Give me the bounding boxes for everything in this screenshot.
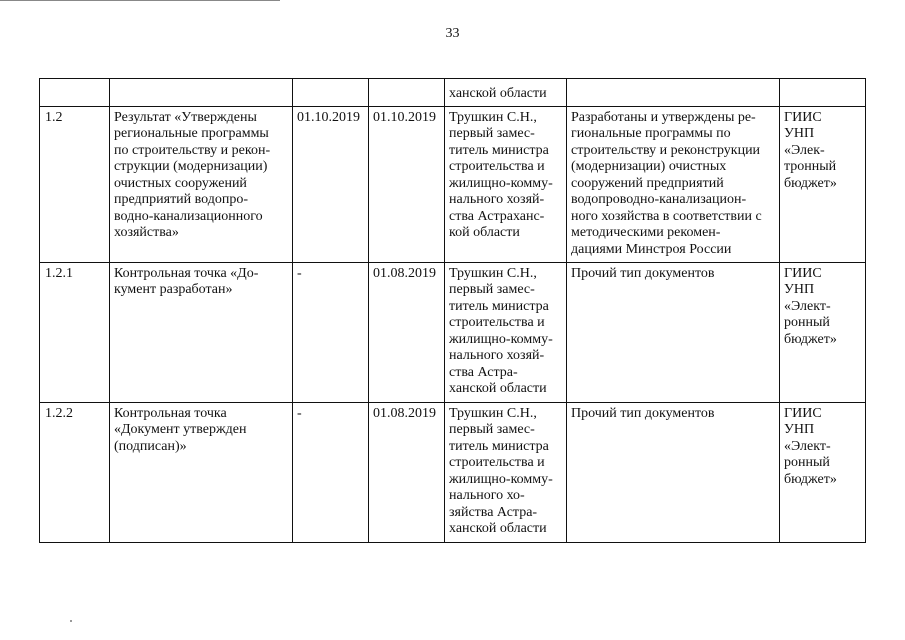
text-line: «Элект- [784, 438, 831, 454]
text-line: Результат «Утверждены [114, 109, 257, 125]
text-line: кумент разработан» [114, 282, 233, 297]
text-line: Прочий тип документов [571, 265, 715, 281]
text-line: УНП [784, 126, 815, 141]
table-row [40, 106, 866, 262]
cell-num: 1.2.2 [40, 402, 110, 542]
text-line: нального хозяй- [449, 348, 545, 363]
text-line: строительству и реконструкции [571, 142, 761, 158]
top-rule [0, 0, 280, 1]
cell-responsible [445, 106, 567, 262]
text-line: (подписан)» [114, 438, 187, 454]
cell-num: 1.2 [40, 106, 110, 262]
text-line: ного хозяйства в соответствии с [571, 208, 762, 224]
text-line: титель министра [449, 298, 549, 314]
table-row [40, 402, 866, 542]
cell-responsible [445, 262, 567, 402]
plan-table [39, 78, 866, 543]
text-line: Прочий тип документов [571, 405, 715, 421]
text-line: ГИИС [784, 405, 822, 421]
text-line: Трушкин С.Н., [449, 109, 537, 125]
text-line: ронный [784, 455, 830, 470]
cell-end [369, 79, 445, 107]
text-line: первый замес- [449, 422, 535, 437]
table-row-continuation [40, 79, 866, 107]
cell-end: 01.08.2019 [369, 262, 445, 402]
text-line: нального хозяй- [449, 192, 545, 207]
cell-start: 01.10.2019 [293, 106, 369, 262]
text-line: строительства и [449, 455, 545, 470]
cell-end: 01.08.2019 [369, 402, 445, 542]
text-line: хозяйства» [114, 225, 179, 240]
cell-result [567, 262, 780, 402]
text-line: региональные программы [114, 126, 269, 141]
text-line: титель министра [449, 438, 549, 454]
text-line: жилищно-комму- [449, 471, 553, 487]
cell-system [780, 106, 866, 262]
text-line: нального хо- [449, 488, 525, 503]
text-line: ства Астраханс- [449, 208, 545, 224]
text-line: Трушкин С.Н., [449, 265, 537, 281]
text-line: бюджет» [784, 331, 837, 347]
cell-num [40, 79, 110, 107]
text-line: бюджет» [784, 471, 837, 487]
text-line: Трушкин С.Н., [449, 405, 537, 421]
cell-name [110, 402, 293, 542]
text-line: дациями Минстроя России [571, 241, 732, 257]
cell-system [780, 402, 866, 542]
text-line: бюджет» [784, 175, 837, 191]
text-line: Контрольная точка «До- [114, 265, 259, 281]
text-line: тронный [784, 159, 837, 174]
cell-system [780, 262, 866, 402]
text-line: УНП [784, 422, 815, 437]
text-line: ронный [784, 315, 830, 330]
text-line: (модернизации) очистных [571, 159, 727, 174]
cell-result [567, 79, 780, 107]
cell-result [567, 106, 780, 262]
text-line: жилищно-комму- [449, 331, 553, 347]
text-line: водно-канализационного [114, 208, 263, 224]
cell-start: - [293, 402, 369, 542]
cell-num: 1.2.1 [40, 262, 110, 402]
text-line: зяйства Астра- [449, 504, 538, 520]
cell-name [110, 79, 293, 107]
cell-system [780, 79, 866, 107]
text-line: гиональные программы по [571, 126, 731, 141]
text-line: методическими рекомен- [571, 225, 721, 240]
text-line: предприятий водопро- [114, 192, 249, 207]
cell-name [110, 106, 293, 262]
text-line: Разработаны и утверждены ре- [571, 109, 756, 125]
text-line: УНП [784, 282, 815, 297]
text-line: ханской области [449, 521, 547, 536]
text-line: титель министра [449, 142, 549, 158]
page-number: 33 [445, 26, 460, 41]
cell-start [293, 79, 369, 107]
cell-result [567, 402, 780, 542]
table-row [40, 262, 866, 402]
scan-dot [70, 620, 72, 622]
text-line: ства Астра- [449, 364, 518, 380]
text-line: строительства и [449, 159, 545, 174]
cell-name [110, 262, 293, 402]
text-line: очистных сооружений [114, 175, 247, 191]
text-line: по строительству и рекон- [114, 142, 271, 158]
cell-responsible [445, 402, 567, 542]
text-line: «Элект- [784, 298, 831, 314]
text-line: строительства и [449, 315, 545, 330]
text-line: кой области [449, 225, 520, 240]
text-line: ханской области [449, 381, 547, 396]
text-line: ГИИС [784, 265, 822, 281]
text-line: ханской области [449, 86, 547, 101]
text-line: струкции (модернизации) [114, 159, 268, 174]
cell-start: - [293, 262, 369, 402]
cell-end: 01.10.2019 [369, 106, 445, 262]
text-line: первый замес- [449, 282, 535, 297]
text-line: жилищно-комму- [449, 175, 553, 191]
text-line: «Элек- [784, 142, 825, 158]
text-line: сооружений предприятий [571, 175, 724, 191]
text-line: ГИИС [784, 109, 822, 125]
text-line: первый замес- [449, 126, 535, 141]
cell-responsible [445, 79, 567, 107]
text-line: Контрольная точка [114, 405, 227, 421]
text-line: водопроводно-канализацион- [571, 192, 747, 207]
text-line: «Документ утвержден [114, 422, 247, 437]
